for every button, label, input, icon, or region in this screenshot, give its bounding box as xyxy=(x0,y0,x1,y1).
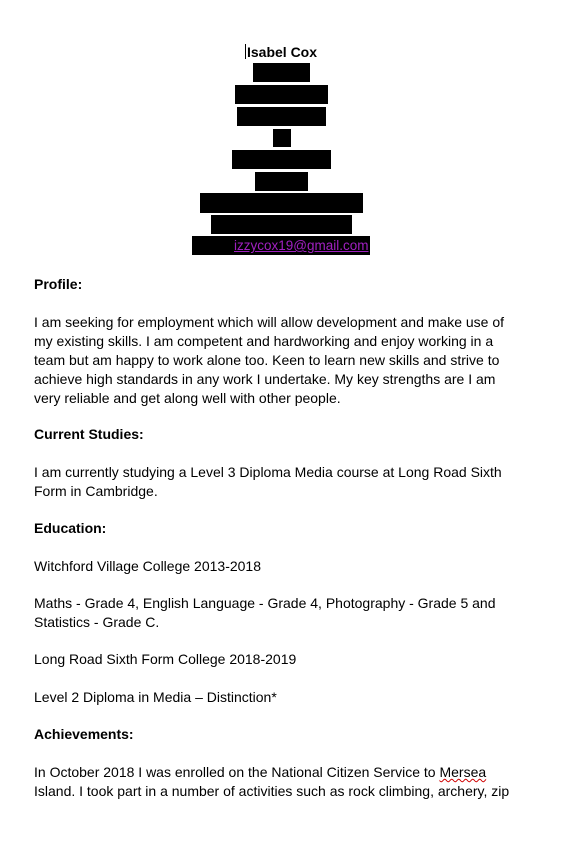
achievements-heading: Achievements: xyxy=(34,726,134,742)
redacted-line-3 xyxy=(237,107,326,126)
education-school-1: Witchford Village College 2013-2018 xyxy=(34,558,261,574)
redacted-line-5 xyxy=(232,150,331,169)
redacted-line-6 xyxy=(255,172,308,191)
education-school-2: Long Road Sixth Form College 2018-2019 xyxy=(34,651,297,667)
achievements-text-part1: In October 2018 I was enrolled on the National Citizen Service to xyxy=(34,764,440,780)
email-link[interactable]: izzycox19@gmail.com xyxy=(234,238,369,253)
studies-heading: Current Studies: xyxy=(34,426,144,442)
profile-text: I am seeking for employment which will allow development and make use of my existing skills. I am competent and hardworking and enjoy working in a team but am happy to work alone too. Keen to learn new skills and strive to achieve high standards in any work I undertake. My key strengths are I am very reliable and get along well with other people. xyxy=(34,314,505,406)
candidate-name-text: Isabel Cox xyxy=(246,44,318,60)
achievements-text xyxy=(34,763,524,801)
text-cursor xyxy=(245,44,246,59)
achievements-text-part2: Island. I took part in a number of activities such as rock climbing, archery, zip xyxy=(34,783,510,799)
education-diploma: Level 2 Diploma in Media – Distinction* xyxy=(34,689,277,705)
education-grades: Maths - Grade 4, English Language - Grade 4, Photography - Grade 5 and Statistics - Grade C. xyxy=(34,595,496,630)
redacted-line-7 xyxy=(200,193,363,213)
profile-heading: Profile: xyxy=(34,276,83,292)
spellcheck-flagged-word: Mersea xyxy=(439,764,487,780)
redacted-line-8 xyxy=(211,215,352,234)
studies-text: I am currently studying a Level 3 Diploma Media course at Long Road Sixth Form in Cambridge. xyxy=(34,464,502,499)
education-heading: Education: xyxy=(34,520,107,536)
redacted-line-2 xyxy=(235,85,328,104)
redacted-line-4 xyxy=(273,129,291,147)
redacted-line-1 xyxy=(253,63,310,82)
candidate-name xyxy=(0,43,562,61)
